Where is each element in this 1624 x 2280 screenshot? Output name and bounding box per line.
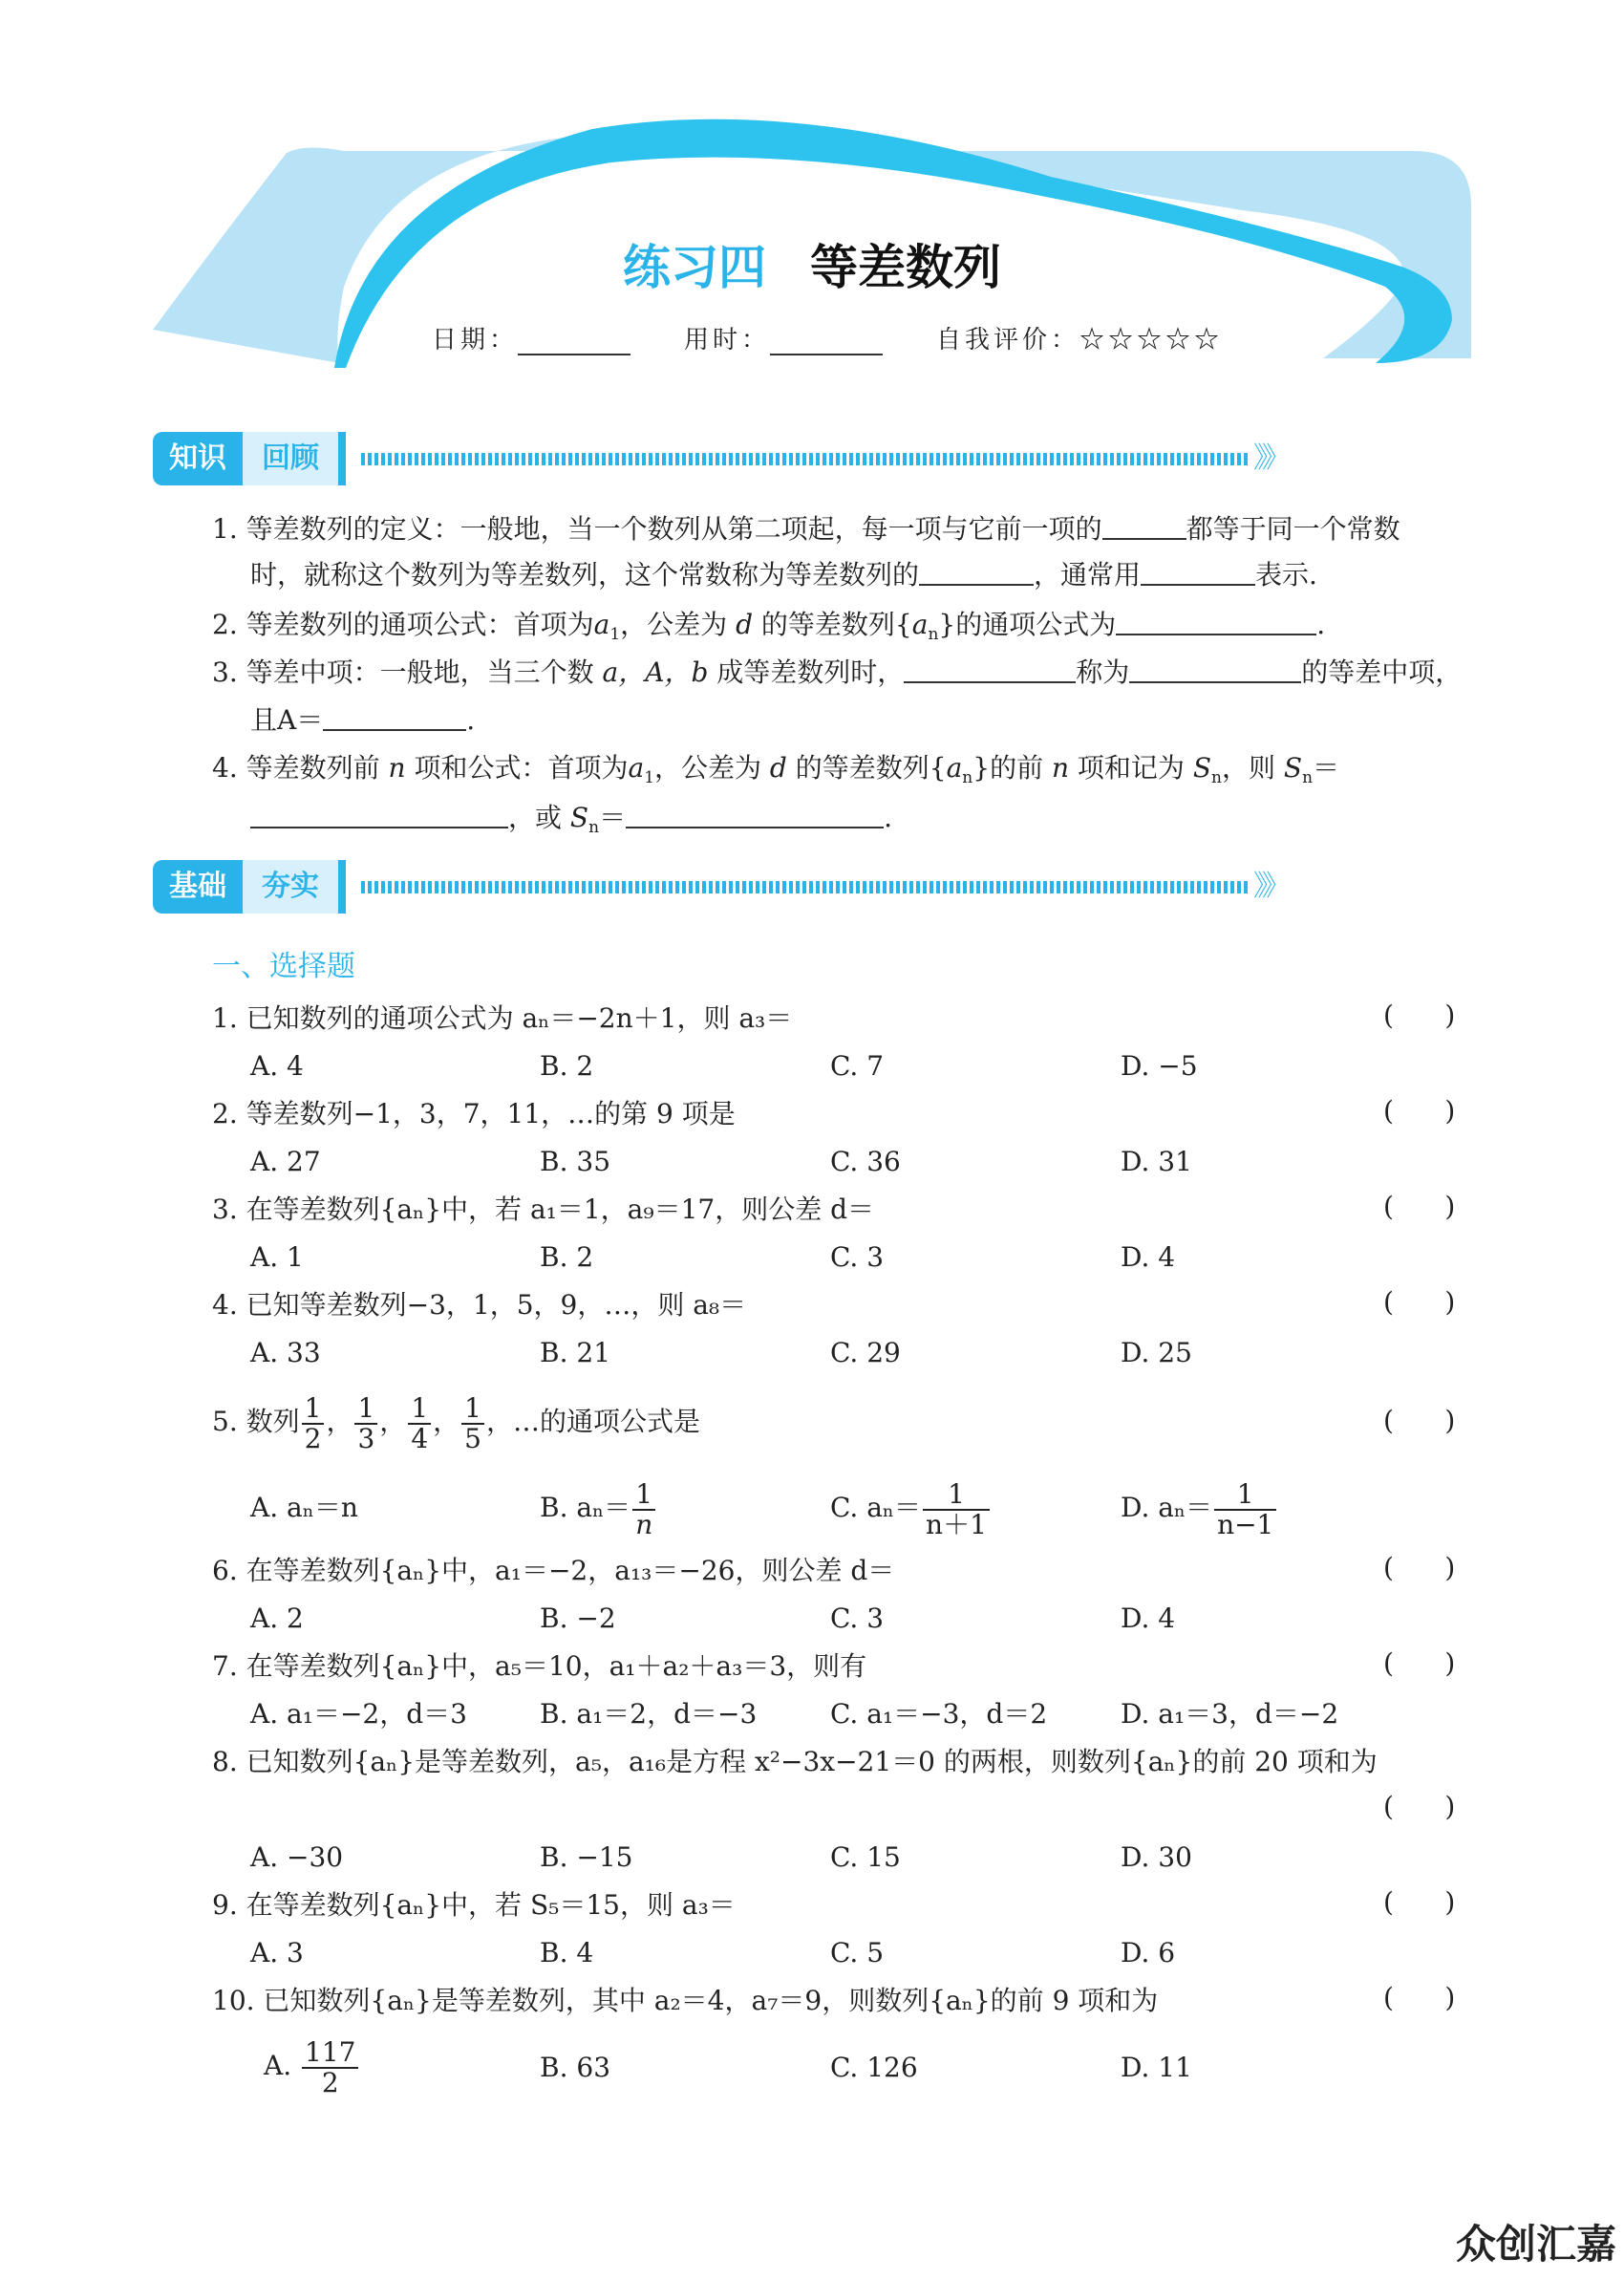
option-c[interactable]: C. 29: [830, 1337, 901, 1368]
title-prefix: 练习四: [623, 240, 766, 295]
answer-paren[interactable]: ( ): [1383, 1886, 1456, 1918]
fraction: $\frac{1}{4}$: [408, 1394, 431, 1452]
answer-paren[interactable]: ( ): [1383, 1286, 1456, 1318]
section-tag-a: 知识: [153, 432, 243, 485]
option-d[interactable]: D. 31: [1121, 1146, 1192, 1177]
option-d[interactable]: D. 11: [1121, 2052, 1192, 2083]
time-blank[interactable]: [770, 331, 883, 355]
option-a[interactable]: A. 2: [250, 1602, 304, 1634]
option-a[interactable]: A. 4: [250, 1050, 304, 1082]
time-label: 用时：: [684, 326, 771, 355]
option-d[interactable]: D. 30: [1121, 1841, 1192, 1873]
date-label: 日期：: [432, 326, 519, 355]
answer-blank[interactable]: [919, 559, 1034, 586]
answer-blank[interactable]: [1116, 609, 1316, 635]
option-d[interactable]: D. 25: [1121, 1337, 1192, 1368]
question-stem: 8. 已知数列{aₙ}是等差数列，a₅，a₁₆是方程 x²−3x−21＝0 的两根，则数列{aₙ}的前 20 项和为: [212, 1746, 1378, 1777]
review-q1-line2: 时，就称这个数列为等差数列，这个常数称为等差数列的 ，通常用 表示.: [250, 559, 1317, 591]
answer-blank[interactable]: [1141, 559, 1255, 586]
option-b[interactable]: B. aₙ＝ $\frac{1}{n}$: [540, 1468, 657, 1548]
option-d[interactable]: D. a₁＝3，d＝−2: [1121, 1698, 1339, 1730]
review-q3-line1: 3. 等差中项：一般地，当三个数 a，A，b 成等差数列时， 称为 的等差中项，: [212, 656, 1463, 688]
option-b[interactable]: B. 35: [540, 1146, 611, 1177]
answer-paren[interactable]: ( ): [1383, 1647, 1456, 1679]
answer-paren[interactable]: ( ): [1383, 1405, 1456, 1436]
answer-blank[interactable]: [626, 802, 884, 828]
fraction: $\frac{1}{5}$: [461, 1394, 484, 1452]
answer-paren[interactable]: ( ): [1383, 1191, 1456, 1222]
option-c[interactable]: C. 5: [830, 1937, 885, 1968]
title-main: 等差数列: [810, 240, 1001, 295]
answer-paren[interactable]: ( ): [1383, 1791, 1456, 1822]
section-tag-b: 夯实: [243, 860, 338, 914]
answer-blank[interactable]: [1102, 513, 1186, 540]
footer-watermark: 众创汇嘉: [1455, 2221, 1616, 2268]
review-q1-line1: 1. 等差数列的定义：一般地，当一个数列从第二项起，每一项与它前一项的 都等于同一个常数: [212, 513, 1400, 545]
option-b[interactable]: B. 2: [540, 1241, 594, 1273]
question-stem: 3. 在等差数列{aₙ}中，若 a₁＝1，a₉＝17，则公差 d＝: [212, 1194, 875, 1225]
option-c[interactable]: C. 36: [830, 1146, 901, 1177]
date-blank[interactable]: [518, 331, 630, 355]
fraction: $\frac{1}{3}$: [354, 1394, 377, 1452]
option-a[interactable]: A. 33: [250, 1337, 321, 1368]
answer-paren[interactable]: ( ): [1383, 1982, 1456, 2013]
option-a[interactable]: A. a₁＝−2，d＝3: [250, 1698, 467, 1730]
option-c[interactable]: C. 3: [830, 1602, 885, 1634]
option-d[interactable]: D. 6: [1121, 1937, 1176, 1968]
option-d[interactable]: D. aₙ＝ $\frac{1}{n-1}$: [1121, 1468, 1278, 1548]
answer-paren[interactable]: ( ): [1383, 1552, 1456, 1583]
review-q4-line1: 4. 等差数列前 n 项和公式：首项为$a_1$，公差为 d 的等差数列$\{a_n\}$的前 n 项和记为 $S_n$，则 $S_n=$: [212, 752, 1340, 787]
option-a[interactable]: A. $\frac{117}{2}$: [264, 2026, 360, 2106]
section-tag-b: 回顾: [243, 432, 338, 485]
option-d[interactable]: D. 4: [1121, 1241, 1176, 1273]
question-stem: 6. 在等差数列{aₙ}中，a₁＝−2，a₁₃＝−26，则公差 d＝: [212, 1555, 895, 1586]
option-b[interactable]: B. 63: [540, 2052, 611, 2083]
option-a[interactable]: A. −30: [250, 1841, 344, 1873]
option-b[interactable]: B. 4: [540, 1937, 594, 1968]
question-stem: 5. 数列 $\frac{1}{2}$ ， $\frac{1}{3}$ ， $\frac{1}{4}$ ， $\frac{1}{5}$ ，…的通项公式是: [212, 1392, 700, 1454]
answer-blank[interactable]: [323, 704, 466, 731]
option-d[interactable]: D. −5: [1121, 1050, 1198, 1082]
section-bar: [338, 860, 346, 914]
section-dotted-line: [361, 881, 1250, 893]
option-a[interactable]: A. aₙ＝n: [250, 1492, 358, 1523]
option-b[interactable]: B. a₁＝2，d＝−3: [540, 1698, 758, 1730]
chevron-right-icon: 》》: [1253, 870, 1285, 903]
answer-blank[interactable]: [904, 656, 1076, 683]
review-q3-line2: 且A＝ .: [250, 704, 476, 736]
answer-blank[interactable]: [1129, 656, 1301, 683]
question-stem: 2. 等差数列−1，3，7，11，…的第 9 项是: [212, 1098, 736, 1129]
option-d[interactable]: D. 4: [1121, 1602, 1176, 1634]
option-b[interactable]: B. 2: [540, 1050, 594, 1082]
question-stem: 7. 在等差数列{aₙ}中，a₅＝10，a₁＋a₂＋a₃＝3，则有: [212, 1650, 867, 1682]
answer-paren[interactable]: ( ): [1383, 1095, 1456, 1127]
rating-label: 自我评价：☆☆☆☆☆: [936, 326, 1224, 355]
answer-paren[interactable]: ( ): [1383, 1000, 1456, 1031]
option-c[interactable]: C. 126: [830, 2052, 918, 2083]
option-c[interactable]: C. a₁＝−3，d＝2: [830, 1698, 1048, 1730]
option-c[interactable]: C. aₙ＝ $\frac{1}{n+1}$: [830, 1468, 992, 1548]
meta-row: [432, 320, 1223, 355]
section-bar: [338, 432, 346, 485]
fraction: $\frac{1}{2}$: [302, 1394, 325, 1452]
section-dotted-line: [361, 453, 1250, 465]
choice-heading: 一、选择题: [212, 950, 355, 983]
option-c[interactable]: C. 3: [830, 1241, 885, 1273]
option-a[interactable]: A. 1: [250, 1241, 304, 1273]
answer-blank[interactable]: [250, 802, 508, 828]
question-stem: 1. 已知数列的通项公式为 aₙ＝−2n＋1，则 a₃＝: [212, 1002, 793, 1034]
option-a[interactable]: A. 27: [250, 1146, 321, 1177]
page-title: [0, 229, 1624, 298]
review-q4-line2: ，或 $S_n=$ .: [250, 799, 892, 847]
question-stem: 10. 已知数列{aₙ}是等差数列，其中 a₂＝4，a₇＝9，则数列{aₙ}的前 9 项和为: [212, 1985, 1159, 2016]
option-b[interactable]: B. −15: [540, 1841, 633, 1873]
review-q2: 2. 等差数列的通项公式：首项为$a_1$，公差为 d 的等差数列$\{a_n\}$的通项公式为 .: [212, 609, 1326, 644]
option-b[interactable]: B. 21: [540, 1337, 611, 1368]
section-tag-a: 基础: [153, 860, 243, 914]
question-stem: 4. 已知等差数列−3，1，5，9，…，则 a₈＝: [212, 1289, 747, 1321]
option-c[interactable]: C. 15: [830, 1841, 901, 1873]
question-stem: 9. 在等差数列{aₙ}中，若 S₅＝15，则 a₃＝: [212, 1889, 736, 1921]
option-c[interactable]: C. 7: [830, 1050, 885, 1082]
chevron-right-icon: 》》: [1253, 441, 1285, 475]
option-b[interactable]: B. −2: [540, 1602, 616, 1634]
option-a[interactable]: A. 3: [250, 1937, 304, 1968]
